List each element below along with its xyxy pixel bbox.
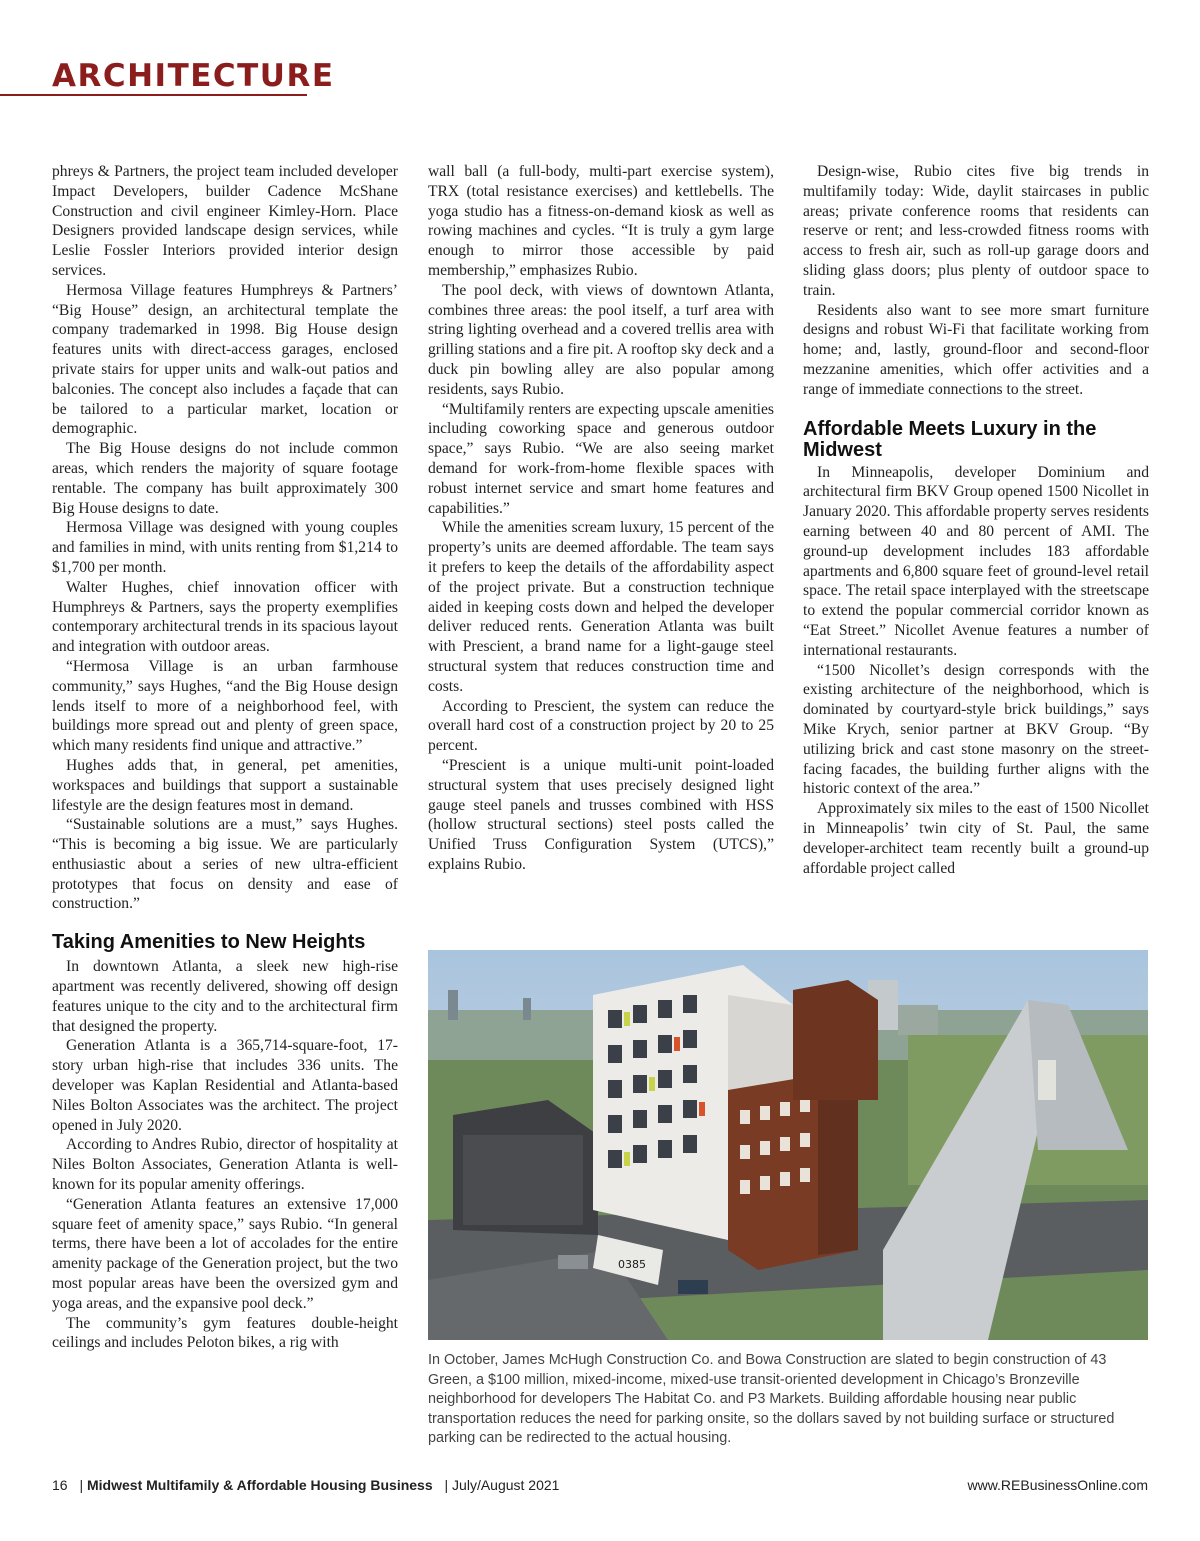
section-rule: [0, 94, 307, 96]
footer-separator: |: [444, 1477, 449, 1493]
paragraph: Design-wise, Rubio cites five big trends in multifamily today: Wide, daylit staircases in public areas; private conference rooms that residents can reserve or rent; and less-crowded fitness rooms with access to fresh air, such as roll-up garage doors and sliding glass doors; plus plenty of outdoor space to train.: [803, 163, 1149, 299]
caption-text: In October, James McHugh Construction Co. and Bowa Construction are slated to begin construction of 43 Green, a $100 million, mixed-income, mixed-use transit-oriented development in Chicago’s Bronzeville neighborhood for developers The Habitat Co. and P3 Markets. Building affordable housing near public transportation reduces the need for parking onsite, so the dollars saved by not building surface or structured parking can be redirected to the actual housing.: [428, 1352, 1115, 1447]
article-column-3: [803, 162, 1149, 878]
paragraph: In downtown Atlanta, a sleek new high-rise apartment was recently delivered, showing off design features unique to the city and to the architectural firm that designed the property.: [52, 958, 398, 1035]
article-column-2: [428, 162, 774, 875]
paragraph: phreys & Partners, the project team included developer Impact Developers, builder Cadence McShane Construction and civil engineer Kimley-Horn. Place Designers provided landscape design services, while Leslie Fossler Interiors provided interior design services.: [52, 163, 398, 279]
development-rendering-photo: [428, 950, 1148, 1340]
paragraph: “Hermosa Village is an urban farmhouse community,” says Hughes, “and the Big House design lends itself to more of a neighborhood feel, with buildings more spread out and plenty of green space, which many residents find unique and attractive.”: [52, 657, 398, 755]
paragraph: Approximately six miles to the east of 1500 Nicollet in Minneapolis’ twin city of St. Paul, the same developer-architect team recently built a ground-up affordable project called: [803, 800, 1149, 877]
paragraph: The Big House designs do not include common areas, which renders the majority of square footage rentable. The company has built approximately 300 Big House designs to date.: [52, 440, 398, 517]
paragraph: “1500 Nicollet’s design corresponds with the existing architecture of the neighborhood, which is dominated by courtyard-style brick buildings,” says Mike Krych, senior partner at BKV Group. “By utilizing brick and cast stone masonry on the street-facing facades, the building further aligns with the historic context of the area.”: [803, 661, 1149, 798]
subheading-amenities: Taking Amenities to New Heights: [52, 931, 366, 954]
photo-caption: [428, 1351, 1148, 1449]
paragraph: Hughes adds that, in general, pet amenities, workspaces and buildings that support a sustainable lifestyle are the design features most in demand.: [52, 756, 398, 814]
page-footer: [52, 1477, 1148, 1493]
website-url[interactable]: www.REBusinessOnline.com: [967, 1477, 1148, 1493]
paragraph: Hermosa Village was designed with young couples and families in mind, with units renting from $1,214 to $1,700 per month.: [52, 519, 398, 576]
paragraph: Hermosa Village features Humphreys & Partners’ “Big House” design, an architectural template the company trademarked in 1998. Big House design features units with direct-access garages, enclosed private stairs for upper units and walk-out patios and balconies. The concept also includes a façade that can be tailored to a particular market, location or demographic.: [52, 281, 398, 438]
paragraph: In Minneapolis, developer Dominium and architectural firm BKV Group opened 1500 Nicollet in January 2020. This affordable property serves residents earning between 40 and 80 percent of AMI. The ground-up development includes 183 affordable apartments and 6,800 square feet of ground-level retail space. The retail space interplayed with the streetscape to extend the popular commercial corridor known as “Eat Street.” Nicollet Avenue features a number of international restaurants.: [803, 463, 1149, 659]
section-heading: ARCHITECTURE: [52, 58, 335, 94]
paragraph: The pool deck, with views of downtown Atlanta, combines three areas: the pool itself, a turf area with string lighting overhead and a covered trellis area with grilling stations and a fire pit. A rooftop sky deck and a duck pin bowling alley are also popular among residents, says Rubio.: [428, 281, 774, 398]
paragraph: “Multifamily renters are expecting upscale amenities including coworking space and generous outdoor space,” says Rubio. “We are also seeing market demand for work-from-home flexible spaces with robust internet service and smart home features and capabilities.”: [428, 400, 774, 517]
subheading-affordable-luxury: Affordable Meets Luxury in the Midwest: [803, 417, 1097, 461]
paragraph: “Generation Atlanta features an extensive 17,000 square feet of amenity space,” says Rubio. “In general terms, there have been a lot of accolades for the entire amenity package of the Generation project, but the two most popular areas have been the oversized gym and yoga areas, and the expansive pool deck.”: [52, 1195, 398, 1312]
paragraph: Walter Hughes, chief innovation officer with Humphreys & Partners, says the property exemplifies contemporary architectural trends in its spacious layout and integration with outdoor areas.: [52, 578, 398, 656]
issue-date: July/August 2021: [452, 1477, 560, 1493]
paragraph: While the amenities scream luxury, 15 percent of the property’s units are deemed affordable. The team says it prefers to keep the details of the affordability aspect of the project private. But a construction technique aided in keeping costs down and helped the developer deliver reduced rents. Generation Atlanta was built with Prescient, a brand name for a light-gauge steel structural system that reduces construction time and costs.: [428, 519, 774, 695]
bus-number: 0385: [618, 1258, 646, 1271]
publication-name: Midwest Multifamily & Affordable Housing Business: [87, 1477, 433, 1493]
paragraph: According to Andres Rubio, director of hospitality at Niles Bolton Associates, Generation Atlanta is well-known for its popular amenity offerings.: [52, 1136, 398, 1194]
footer-separator: |: [79, 1477, 84, 1493]
paragraph: The community’s gym features double-height ceilings and includes Peloton bikes, a rig with: [52, 1314, 398, 1352]
page-number: 16: [52, 1477, 68, 1493]
footer-left: [52, 1477, 559, 1493]
paragraph: “Prescient is a unique multi-unit point-loaded structural system that uses precisely designed light gauge steel panels and trusses combined with HSS (hollow structural sections) steel posts called the Unified Truss Configuration System (UTCS),” explains Rubio.: [428, 756, 774, 873]
paragraph: Residents also want to see more smart furniture designs and robust Wi-Fi that facilitate working from home; and, lastly, ground-floor and second-floor mezzanine amenities, which offer activities and a range of immediate connections to the street.: [803, 301, 1149, 398]
paragraph: Generation Atlanta is a 365,714-square-foot, 17-story urban high-rise that includes 336 units. The developer was Kaplan Residential and Atlanta-based Niles Bolton Associates was the architect. The project opened in July 2020.: [52, 1037, 398, 1134]
paragraph: According to Prescient, the system can reduce the overall hard cost of a construction project by 20 to 25 percent.: [428, 697, 774, 755]
paragraph: wall ball (a full-body, multi-part exercise system), TRX (total resistance exercises) and kettlebells. The yoga studio has a fitness-on-demand kiosk as well as rowing machines and cycles. “It is truly a gym large enough to mirror those accessible by paid membership,” emphasizes Rubio.: [428, 163, 774, 279]
article-column-1: [52, 162, 398, 1353]
paragraph: “Sustainable solutions are a must,” says Hughes. “This is becoming a big issue. We are particularly enthusiastic about a series of new ultra-efficient prototypes that focus on density and ease of construction.”: [52, 816, 398, 913]
